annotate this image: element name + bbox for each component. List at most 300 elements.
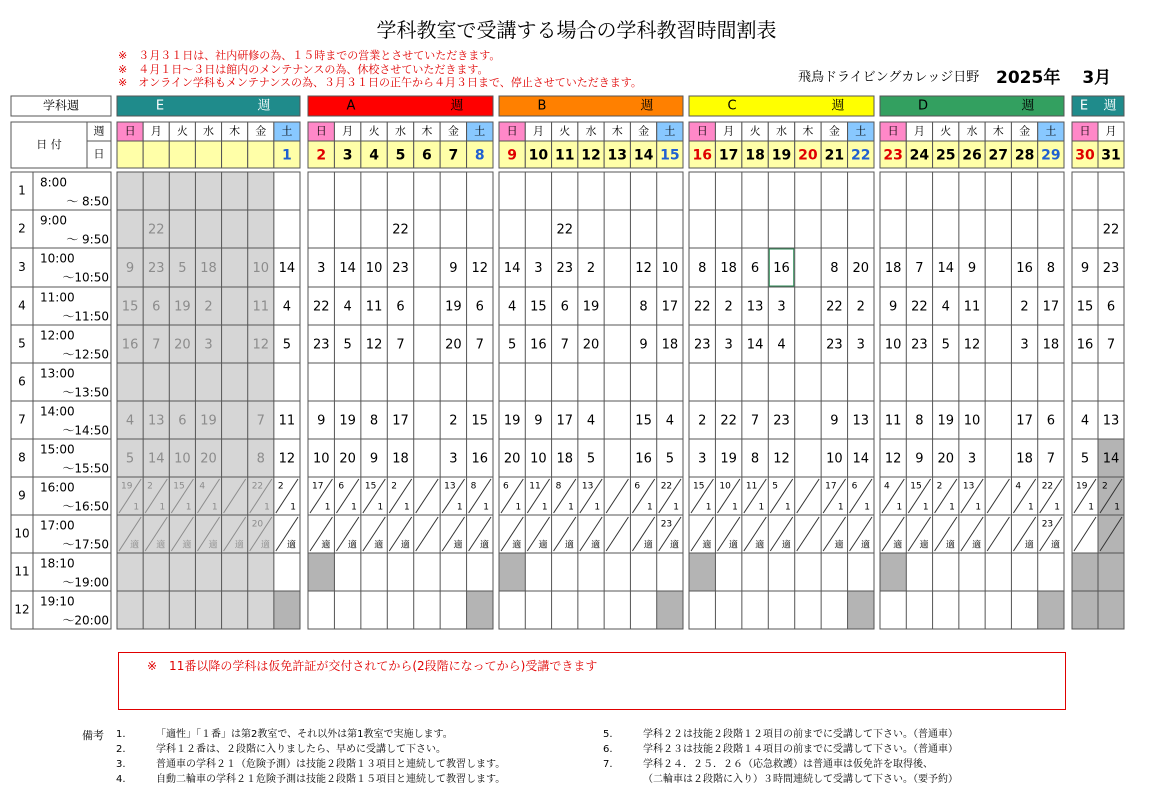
remark-item: 4. 自動二輪車の学科２１危険予測は技能２段階１５項目と連続して教習します。 bbox=[116, 774, 506, 785]
lesson-number: 9 bbox=[125, 261, 135, 276]
lesson-number: 3 bbox=[449, 451, 458, 467]
lesson-number: 3 bbox=[967, 451, 977, 467]
period-start: 11:00 bbox=[40, 290, 75, 305]
lesson-number: 16 bbox=[121, 337, 139, 353]
lesson-number: 11 bbox=[745, 481, 758, 492]
day-number: 2 bbox=[316, 147, 327, 164]
lesson-number: 適 bbox=[156, 540, 166, 551]
lesson-number: 18 bbox=[720, 261, 737, 276]
lesson-number: 1 bbox=[264, 502, 270, 513]
lesson-number: 20 bbox=[251, 519, 264, 530]
period-number: 6 bbox=[18, 374, 26, 389]
lesson-number: 適 bbox=[321, 540, 331, 551]
lesson-number: 9 bbox=[317, 413, 326, 429]
period-number: 5 bbox=[18, 336, 26, 351]
lesson-number: 8 bbox=[639, 299, 648, 315]
week-mark: 週 bbox=[640, 98, 654, 114]
lesson-number: 6 bbox=[338, 481, 345, 492]
week-header bbox=[880, 96, 1064, 116]
day-number: 30 bbox=[1075, 147, 1095, 164]
lesson-number: 9 bbox=[1080, 261, 1090, 276]
lesson-number: 20 bbox=[339, 451, 356, 467]
lesson-number: 23 bbox=[392, 261, 409, 276]
lesson-number: 1 bbox=[290, 502, 296, 513]
month-label: 3月 bbox=[1082, 68, 1112, 88]
lesson-number: 1 bbox=[185, 502, 192, 513]
lesson-number: 10 bbox=[365, 261, 383, 276]
day-number: 5 bbox=[395, 147, 406, 164]
day-number: 18 bbox=[745, 147, 765, 164]
period-end: ～13:50 bbox=[62, 385, 109, 400]
dow-text: 月 bbox=[1105, 124, 1117, 138]
lesson-number: 8 bbox=[698, 261, 707, 276]
lesson-number: 16 bbox=[530, 337, 547, 353]
lesson-number: 11 bbox=[278, 413, 296, 429]
period-end: ～12:50 bbox=[62, 347, 109, 362]
lesson-number: 適 bbox=[860, 540, 870, 551]
week-name: B bbox=[537, 98, 547, 114]
dow-text: 木 bbox=[611, 124, 623, 138]
lesson-number: 適 bbox=[919, 540, 929, 551]
lesson-number: 2 bbox=[724, 299, 733, 315]
period-number: 9 bbox=[18, 488, 26, 503]
dow-text: 日 bbox=[1079, 124, 1091, 138]
dow-text: 火 bbox=[559, 124, 571, 138]
week-header bbox=[117, 96, 300, 116]
dow-text: 木 bbox=[802, 124, 814, 138]
lesson-number: 1 bbox=[594, 502, 601, 513]
lesson-number: 7 bbox=[256, 413, 265, 429]
week-header bbox=[499, 96, 683, 116]
day-number: 23 bbox=[883, 147, 903, 164]
lesson-number: 12 bbox=[471, 261, 489, 276]
day-number: 3 bbox=[342, 147, 353, 164]
lesson-number: 適 bbox=[286, 540, 296, 551]
lesson-number: 5 bbox=[343, 337, 352, 353]
lesson-number: 10 bbox=[661, 261, 679, 276]
period-start: 18:10 bbox=[40, 556, 75, 571]
lesson-number: 3 bbox=[724, 337, 733, 353]
lesson-number: 4 bbox=[1080, 413, 1090, 429]
period-start: 8:00 bbox=[40, 175, 67, 190]
lesson-number: 12 bbox=[773, 451, 790, 467]
week-mark: 週 bbox=[831, 98, 845, 114]
unavailable-cell bbox=[1098, 591, 1124, 629]
lesson-number: 8 bbox=[1046, 261, 1055, 276]
day-number: 8 bbox=[474, 147, 485, 164]
week-header-label: 学科週 bbox=[42, 98, 80, 113]
lesson-number: 23 bbox=[660, 519, 673, 530]
lesson-number: 17 bbox=[661, 299, 679, 315]
lesson-number: 5 bbox=[508, 337, 517, 353]
lesson-number: 3 bbox=[777, 299, 786, 315]
lesson-number: 適 bbox=[755, 540, 765, 551]
lesson-number: 1 bbox=[922, 502, 929, 513]
remark-item: 5. 学科２２は技能２段階１２項目の前までに受講して下さい。（普通車） bbox=[603, 729, 958, 740]
lesson-number: 18 bbox=[200, 261, 217, 276]
period-number: 10 bbox=[14, 526, 30, 541]
lesson-number: 22 bbox=[392, 222, 409, 238]
lesson-number: 20 bbox=[445, 337, 462, 353]
lesson-number: 適 bbox=[1050, 540, 1060, 551]
lesson-number: 5 bbox=[665, 451, 674, 467]
day-number: 10 bbox=[528, 147, 549, 164]
remark-item: 1. 「適性」「１番」は第2教室で、それ以外は第1教室で実施します。 bbox=[116, 729, 453, 740]
unavailable-cell bbox=[1072, 553, 1098, 591]
lesson-number: 12 bbox=[963, 337, 981, 353]
day-number: 14 bbox=[633, 147, 654, 164]
lesson-number: 7 bbox=[475, 337, 484, 353]
lesson-number: 17 bbox=[825, 481, 837, 492]
lesson-number: 1 bbox=[758, 502, 765, 513]
lesson-number: 8 bbox=[915, 413, 924, 429]
dow-text: 火 bbox=[940, 124, 952, 138]
lesson-number: 4 bbox=[343, 299, 352, 315]
lesson-number: 7 bbox=[915, 261, 924, 276]
week-name: D bbox=[917, 98, 929, 114]
lesson-number: 8 bbox=[369, 413, 379, 429]
dow-text: 木 bbox=[421, 124, 433, 138]
lesson-number: 4 bbox=[125, 413, 135, 429]
dow-text: 木 bbox=[229, 124, 241, 138]
lesson-number: 6 bbox=[851, 481, 858, 492]
lesson-number: 10 bbox=[312, 451, 330, 467]
lesson-number: 1 bbox=[324, 502, 331, 513]
day-number: 6 bbox=[422, 147, 432, 164]
lesson-number: 5 bbox=[178, 261, 187, 276]
unavailable-cell bbox=[1098, 553, 1124, 591]
lesson-number: 18 bbox=[1042, 337, 1060, 353]
lesson-number: 5 bbox=[282, 337, 292, 353]
lesson-number: 適 bbox=[781, 540, 791, 551]
lesson-number: 11 bbox=[963, 299, 981, 315]
lesson-number: 15 bbox=[910, 481, 922, 492]
lesson-number: 1 bbox=[646, 502, 653, 513]
lesson-number: 16 bbox=[773, 261, 790, 276]
remark-item: 7. 学科２４．２５．２６（応急救護）は普通車は仮免許を取得後、 bbox=[603, 759, 933, 770]
lesson-number: 適 bbox=[538, 540, 548, 551]
day-number: 22 bbox=[851, 147, 871, 164]
period-end: ～ 8:50 bbox=[66, 194, 109, 209]
lesson-number: 10 bbox=[719, 481, 731, 492]
lesson-number: 17 bbox=[556, 413, 573, 429]
lesson-number: 4 bbox=[282, 299, 292, 315]
dow-text: 月 bbox=[913, 124, 925, 138]
lesson-number: 1 bbox=[949, 502, 955, 513]
lesson-number: 1 bbox=[377, 502, 384, 513]
period-number: 12 bbox=[14, 602, 30, 617]
lesson-number: 1 bbox=[1027, 502, 1034, 513]
period-end: ～15:50 bbox=[62, 461, 109, 476]
unavailable-cell bbox=[467, 591, 493, 629]
day-cell bbox=[169, 141, 195, 168]
lesson-number: 20 bbox=[582, 337, 600, 353]
lesson-number: 18 bbox=[392, 451, 409, 467]
dow-text: 水 bbox=[776, 124, 787, 138]
day-number: 11 bbox=[554, 147, 575, 164]
notice-item: ※ ４月１日～３日は館内のメンテナンスの為、休校させていただきます。 bbox=[118, 62, 489, 76]
day-number: 4 bbox=[369, 147, 379, 164]
lesson-number: 17 bbox=[1042, 299, 1060, 315]
lesson-number: 16 bbox=[1016, 261, 1033, 276]
lesson-number: 22 bbox=[1041, 481, 1054, 492]
lesson-number: 11 bbox=[884, 413, 902, 429]
lesson-number: 1 bbox=[483, 502, 489, 513]
lesson-number: 3 bbox=[698, 451, 707, 467]
day-number: 24 bbox=[909, 147, 930, 164]
lesson-number: 10 bbox=[252, 261, 270, 276]
lesson-number: 8 bbox=[750, 451, 760, 467]
lesson-number: 22 bbox=[693, 299, 711, 315]
lesson-number: 適 bbox=[591, 540, 601, 551]
lesson-number: 18 bbox=[556, 451, 573, 467]
dow-text: 土 bbox=[664, 124, 676, 138]
lesson-number: 10 bbox=[963, 413, 981, 429]
period-end: ～11:50 bbox=[62, 309, 109, 324]
dow-text: 日 bbox=[696, 124, 708, 138]
period-start: 14:00 bbox=[40, 404, 75, 419]
week-mark: 週 bbox=[257, 98, 271, 114]
week-mark: 週 bbox=[1021, 98, 1035, 114]
lesson-number: 23 bbox=[1102, 261, 1120, 276]
unavailable-cell bbox=[1072, 591, 1098, 629]
day-number: 17 bbox=[718, 147, 739, 164]
day-cell bbox=[117, 141, 143, 168]
lesson-number: 1 bbox=[732, 502, 738, 513]
lesson-number: 15 bbox=[364, 481, 377, 492]
lesson-number: 10 bbox=[826, 451, 843, 467]
lesson-number: 22 bbox=[660, 481, 673, 492]
lesson-number: 8 bbox=[470, 481, 477, 492]
lesson-number: 2 bbox=[1020, 299, 1029, 315]
dow-text: 金 bbox=[447, 124, 459, 138]
lesson-number: 適 bbox=[1024, 540, 1034, 551]
dow-label: 週 bbox=[93, 124, 105, 138]
lesson-number: 適 bbox=[130, 540, 140, 551]
period-end: ～17:50 bbox=[62, 537, 109, 552]
period-number: 1 bbox=[18, 183, 26, 198]
lesson-number: 5 bbox=[772, 481, 779, 492]
lesson-number: 1 bbox=[1088, 502, 1094, 513]
lesson-number: 9 bbox=[967, 261, 977, 276]
dow-text: 日 bbox=[124, 124, 136, 138]
lesson-number: 9 bbox=[889, 299, 898, 315]
week-header bbox=[689, 96, 874, 116]
dow-text: 土 bbox=[1045, 124, 1057, 138]
lesson-number: 適 bbox=[728, 540, 738, 551]
lesson-number: 14 bbox=[1102, 451, 1120, 467]
period-start: 9:00 bbox=[40, 213, 67, 228]
period-start: 16:00 bbox=[40, 480, 75, 495]
year-label: 2025年 bbox=[996, 68, 1061, 88]
lesson-number: 12 bbox=[884, 451, 902, 467]
day-number: 16 bbox=[692, 147, 712, 164]
lesson-number: 22 bbox=[147, 222, 165, 238]
day-number: 19 bbox=[771, 147, 792, 164]
period-end: ～16:50 bbox=[62, 499, 109, 514]
lesson-number: 22 bbox=[312, 299, 330, 315]
dow-text: 金 bbox=[1019, 124, 1031, 138]
lesson-number: 13 bbox=[1102, 413, 1120, 429]
dow-text: 土 bbox=[474, 124, 486, 138]
lesson-number: 5 bbox=[941, 337, 950, 353]
day-number: 1 bbox=[282, 147, 292, 164]
unavailable-cell bbox=[657, 591, 683, 629]
dow-text: 火 bbox=[749, 124, 761, 138]
lesson-number: 14 bbox=[746, 337, 764, 353]
week-header bbox=[308, 96, 493, 116]
lesson-number: 13 bbox=[962, 481, 975, 492]
lesson-number: 4 bbox=[586, 413, 596, 429]
dow-text: 金 bbox=[828, 124, 840, 138]
lesson-number: 2 bbox=[1102, 481, 1108, 492]
remark-item: 6. 学科２３は技能２段階１４項目の前までに受講して下さい。（普通車） bbox=[603, 744, 958, 755]
lesson-number: 19 bbox=[937, 413, 954, 429]
lesson-number: 14 bbox=[147, 451, 165, 467]
lesson-number: 6 bbox=[634, 481, 641, 492]
lesson-number: 14 bbox=[278, 261, 296, 276]
period-number: 2 bbox=[18, 221, 26, 236]
lesson-number: 1 bbox=[1054, 502, 1060, 513]
dow-text: 水 bbox=[966, 124, 978, 138]
lesson-number: 9 bbox=[639, 337, 648, 353]
day-number: 25 bbox=[935, 147, 956, 164]
lesson-number: 13 bbox=[581, 481, 594, 492]
lesson-number: 11 bbox=[529, 481, 541, 492]
lesson-number: 4 bbox=[884, 481, 890, 492]
lesson-number: 8 bbox=[830, 261, 839, 276]
lesson-number: 20 bbox=[852, 261, 870, 276]
lesson-number: 1 bbox=[837, 502, 844, 513]
period-end: ～20:00 bbox=[62, 613, 109, 628]
lesson-number: 適 bbox=[564, 540, 574, 551]
day-cell bbox=[195, 141, 221, 168]
lesson-number: 19 bbox=[339, 413, 356, 429]
lesson-number: 13 bbox=[852, 413, 870, 429]
lesson-number: 22 bbox=[1102, 222, 1120, 238]
lesson-number: 15 bbox=[693, 481, 705, 492]
lesson-number: 23 bbox=[826, 337, 843, 353]
dow-text: 日 bbox=[315, 124, 327, 138]
day-number: 26 bbox=[962, 147, 982, 164]
day-number: 13 bbox=[607, 147, 628, 164]
lesson-number: 8 bbox=[256, 451, 265, 467]
lesson-number: 4 bbox=[508, 299, 517, 315]
lesson-number: 14 bbox=[852, 451, 870, 467]
lesson-number: 7 bbox=[750, 413, 760, 429]
period-start: 12:00 bbox=[40, 328, 75, 343]
lesson-number: 11 bbox=[252, 299, 270, 315]
lesson-number: 23 bbox=[556, 261, 573, 276]
lesson-number: 1 bbox=[159, 502, 166, 513]
lesson-number: 4 bbox=[1015, 481, 1022, 492]
lesson-number: 19 bbox=[1076, 481, 1088, 492]
dow-text: 水 bbox=[203, 124, 214, 138]
dow-text: 月 bbox=[150, 124, 162, 138]
lesson-number: 7 bbox=[1046, 451, 1055, 467]
week-name: E bbox=[155, 98, 165, 114]
lesson-number: 4 bbox=[941, 299, 950, 315]
lesson-number: 1 bbox=[975, 502, 982, 513]
lesson-number: 適 bbox=[834, 540, 844, 551]
lesson-number: 19 bbox=[174, 299, 191, 315]
lesson-number: 14 bbox=[937, 261, 954, 276]
page-title: 学科教室で受講する場合の学科教習時間割表 bbox=[376, 18, 777, 42]
lesson-number: 18 bbox=[661, 337, 679, 353]
dow-text: 土 bbox=[281, 124, 293, 138]
unavailable-cell bbox=[308, 553, 334, 591]
dow-text: 日 bbox=[506, 124, 518, 138]
day-cell bbox=[222, 141, 248, 168]
unavailable-cell bbox=[1038, 591, 1064, 629]
lesson-number: 適 bbox=[400, 540, 410, 551]
lesson-number: 1 bbox=[133, 502, 140, 513]
period-end: ～19:00 bbox=[62, 575, 109, 590]
lesson-number: 4 bbox=[199, 481, 206, 492]
lesson-number: 2 bbox=[391, 481, 398, 492]
lesson-number: 14 bbox=[339, 261, 356, 276]
lesson-number: 10 bbox=[530, 451, 547, 467]
lesson-number: 4 bbox=[665, 413, 674, 429]
lesson-number: 9 bbox=[830, 413, 839, 429]
period-number: 3 bbox=[18, 260, 26, 274]
lesson-number: 20 bbox=[174, 337, 191, 353]
lesson-number: 4 bbox=[777, 337, 786, 353]
dow-text: 火 bbox=[176, 124, 188, 138]
lesson-number: 5 bbox=[1080, 451, 1090, 467]
lesson-number: 7 bbox=[396, 337, 405, 353]
day-number: 31 bbox=[1101, 147, 1121, 164]
lesson-number: 23 bbox=[693, 337, 711, 353]
lesson-number: 20 bbox=[937, 451, 954, 467]
lesson-number: 23 bbox=[312, 337, 330, 353]
lesson-number: 1 bbox=[864, 502, 870, 513]
lesson-number: 17 bbox=[1016, 413, 1033, 429]
lesson-number: 10 bbox=[884, 337, 902, 353]
remark-item: （二輪車は２段階に入り）３時間連続して受講して下さい。（要予約） bbox=[643, 774, 958, 785]
lesson-number: 6 bbox=[560, 299, 569, 315]
lesson-number: 適 bbox=[893, 540, 903, 551]
lesson-number: 6 bbox=[475, 299, 484, 315]
period-number: 8 bbox=[18, 450, 26, 465]
lesson-number: 1 bbox=[705, 502, 712, 513]
lesson-number: 3 bbox=[856, 337, 865, 353]
lesson-number: 12 bbox=[252, 337, 270, 353]
lesson-number: 15 bbox=[635, 413, 652, 429]
lesson-number: 17 bbox=[392, 413, 409, 429]
dow-text: 土 bbox=[855, 124, 867, 138]
lesson-number: 6 bbox=[1046, 413, 1055, 429]
unavailable-cell bbox=[689, 553, 715, 591]
lesson-number: 20 bbox=[200, 451, 217, 467]
week-mark: 週 bbox=[1103, 98, 1117, 114]
dow-text: 金 bbox=[638, 124, 650, 138]
remark-item: 2. 学科１２番は、２段階に入りましたら、早めに受講して下さい。 bbox=[116, 744, 446, 755]
lesson-number: 2 bbox=[277, 481, 284, 492]
lesson-number: 2 bbox=[204, 299, 213, 315]
day-cell bbox=[143, 141, 169, 168]
dow-text: 金 bbox=[255, 124, 267, 138]
lesson-number: 1 bbox=[568, 502, 574, 513]
week-name: C bbox=[727, 98, 737, 114]
lesson-number: 2 bbox=[147, 481, 153, 492]
day-number: 15 bbox=[660, 147, 680, 164]
lesson-number: 2 bbox=[698, 413, 707, 429]
lesson-number: 14 bbox=[503, 261, 521, 276]
lesson-number: 19 bbox=[445, 299, 462, 315]
lesson-number: 適 bbox=[643, 540, 653, 551]
lesson-number: 2 bbox=[449, 413, 458, 429]
